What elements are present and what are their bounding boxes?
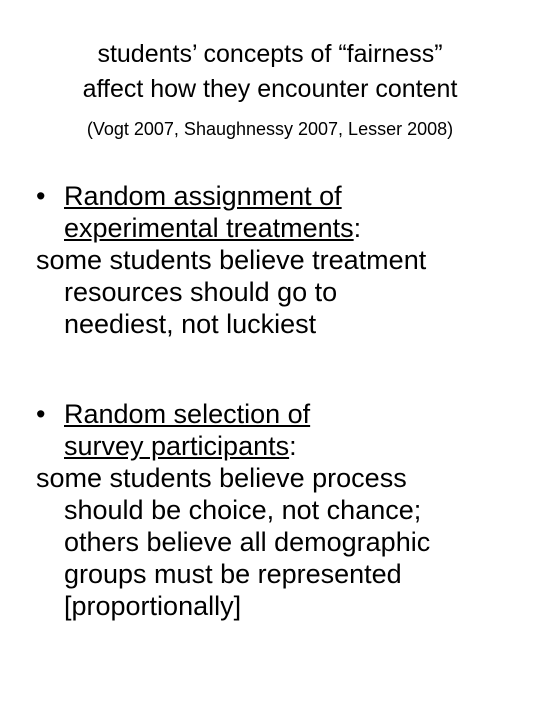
bullet-item-random-assignment [36, 180, 536, 340]
bullet-body-line: [proportionally] [64, 591, 242, 621]
bullet-heading-continuation [36, 212, 536, 244]
title-line-1: students’ concepts of “fairness” [97, 40, 443, 68]
bullet-heading-line-1: Random assignment of [64, 181, 342, 211]
bullet-body-first-line: some students believe process [36, 463, 407, 493]
bullet-body-line: neediest, not luckiest [64, 309, 317, 339]
bullet-body-line: resources should go to [64, 277, 338, 307]
bullet-marker: • [36, 399, 46, 429]
bullet-heading-line-1: Random selection of [64, 399, 311, 429]
bullet-heading-line-2: survey participants [64, 431, 290, 461]
bullet-item-random-selection [36, 398, 536, 622]
bullet-heading-colon: : [353, 213, 362, 243]
bullet-marker: • [36, 181, 46, 211]
bullet-body-first-line: some students believe treatment [36, 245, 427, 275]
citation: (Vogt 2007, Shaughnessy 2007, Lesser 2008) [86, 119, 454, 139]
bullet-heading-continuation [36, 430, 536, 462]
bullet-body-line: groups must be represented [64, 559, 402, 589]
bullet-heading [36, 398, 536, 430]
bullet-heading [36, 180, 536, 212]
bullet-heading-colon: : [289, 431, 297, 461]
bullet-body-line: others believe all demographic [64, 527, 431, 557]
bullet-heading-line-2: experimental treatments [64, 213, 354, 243]
slide-title [0, 37, 540, 107]
title-line-2: affect how they encounter content [82, 75, 458, 103]
bullet-body-line: should be choice, not chance; [64, 495, 422, 525]
